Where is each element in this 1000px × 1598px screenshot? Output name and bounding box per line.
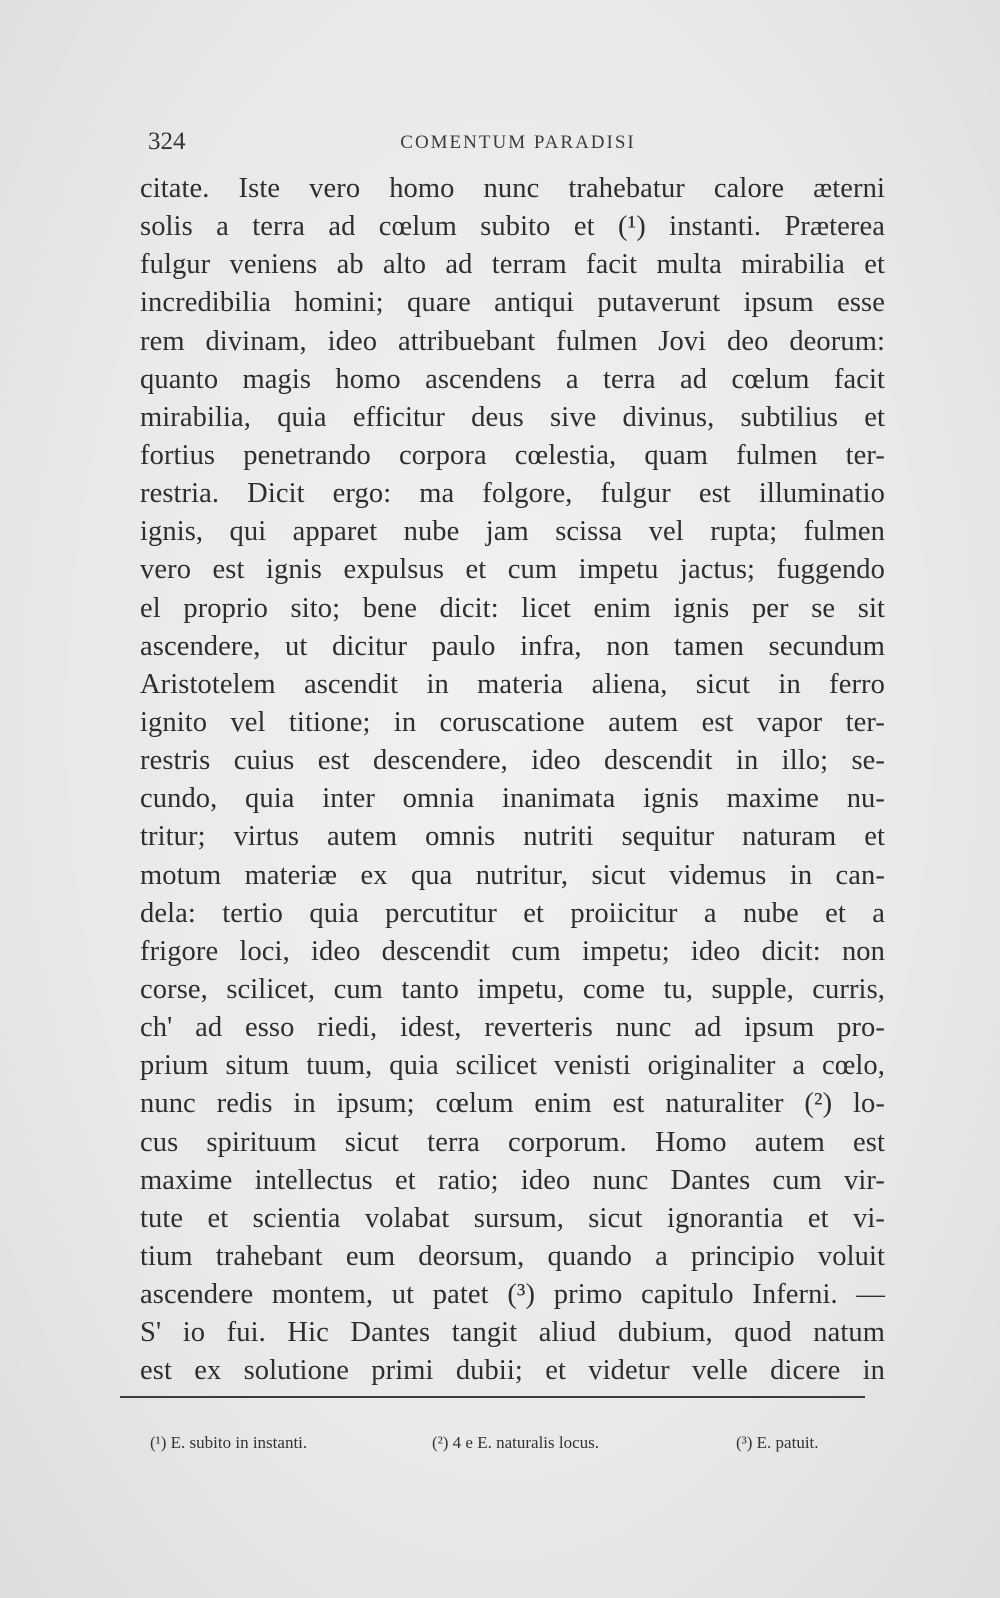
page-header bbox=[148, 128, 888, 164]
text-line: restria. Dicit ergo: ma folgore, fulgur est illuminatio bbox=[140, 478, 885, 510]
text-line: mirabilia, quia efficitur deus sive divinus, subtilius et bbox=[140, 401, 885, 433]
text-line: ascendere montem, ut patet (³) primo capitulo Inferni. — bbox=[140, 1279, 885, 1311]
text-line: cundo, quia inter omnia inanimata ignis maxime nu- bbox=[140, 783, 885, 815]
text-line: corse, scilicet, cum tanto impetu, come tu, supple, curris, bbox=[140, 973, 885, 1005]
text-line: Aristotelem ascendit in materia aliena, sicut in ferro bbox=[140, 668, 885, 700]
text-line: ch' ad esso riedi, idest, reverteris nunc ad ipsum pro- bbox=[140, 1012, 885, 1044]
footnote-divider bbox=[120, 1396, 865, 1398]
text-line: dela: tertio quia percutitur et proiicitur a nube et a bbox=[140, 897, 885, 929]
text-line: ignis, qui apparet nube jam scissa vel rupta; fulmen bbox=[140, 516, 885, 548]
text-line: el proprio sito; bene dicit: licet enim ignis per se sit bbox=[140, 592, 885, 624]
text-line: ignito vel titione; in coruscatione autem est vapor ter- bbox=[140, 706, 885, 738]
text-line: nunc redis in ipsum; cœlum enim est naturaliter (²) lo- bbox=[140, 1088, 885, 1120]
text-line: fulgur veniens ab alto ad terram facit multa mirabilia et bbox=[140, 249, 885, 281]
footnote: (²) 4 e E. naturalis locus. bbox=[432, 1433, 600, 1452]
footnotes bbox=[150, 1433, 875, 1463]
body-text bbox=[140, 170, 885, 1391]
text-line: frigore loci, ideo descendit cum impetu; ideo dicit: non bbox=[140, 935, 885, 967]
text-line: tute et scientia volabat sursum, sicut ignorantia et vi- bbox=[140, 1202, 885, 1234]
text-line: vero est ignis expulsus et cum impetu jactus; fuggendo bbox=[140, 554, 885, 586]
footnote: (³) E. patuit. bbox=[736, 1433, 819, 1452]
text-line: incredibilia homini; quare antiqui putaverunt ipsum esse bbox=[140, 287, 885, 319]
text-line: motum materiæ ex qua nutritur, sicut videmus in can- bbox=[140, 859, 885, 891]
text-line: fortius penetrando corpora cœlestia, quam fulmen ter- bbox=[140, 439, 885, 471]
text-line: est ex solutione primi dubii; et videtur velle dicere in bbox=[140, 1355, 885, 1387]
text-line: tium trahebant eum deorsum, quando a principio voluit bbox=[140, 1240, 885, 1272]
text-line: rem divinam, ideo attribuebant fulmen Jovi deo deorum: bbox=[140, 325, 885, 357]
footnote: (¹) E. subito in instanti. bbox=[150, 1433, 308, 1452]
running-title: COMENTUM PARADISI bbox=[400, 132, 636, 153]
text-line: S' io fui. Hic Dantes tangit aliud dubium, quod natum bbox=[140, 1317, 885, 1349]
text-line: restris cuius est descendere, ideo descendit in illo; se- bbox=[140, 745, 885, 777]
text-line: tritur; virtus autem omnis nutriti sequitur naturam et bbox=[140, 821, 885, 853]
text-line: solis a terra ad cœlum subito et (¹) instanti. Præterea bbox=[140, 211, 885, 243]
page-number: 324 bbox=[148, 128, 186, 155]
text-line: ascendere, ut dicitur paulo infra, non tamen secundum bbox=[140, 630, 885, 662]
text-line: citate. Iste vero homo nunc trahebatur calore æterni bbox=[140, 173, 885, 204]
text-line: maxime intellectus et ratio; ideo nunc Dantes cum vir- bbox=[140, 1164, 885, 1196]
text-line: quanto magis homo ascendens a terra ad cœlum facit bbox=[140, 363, 885, 395]
text-line: cus spirituum sicut terra corporum. Homo autem est bbox=[140, 1126, 885, 1158]
text-line: prium situm tuum, quia scilicet venisti originaliter a cœlo, bbox=[140, 1050, 885, 1082]
